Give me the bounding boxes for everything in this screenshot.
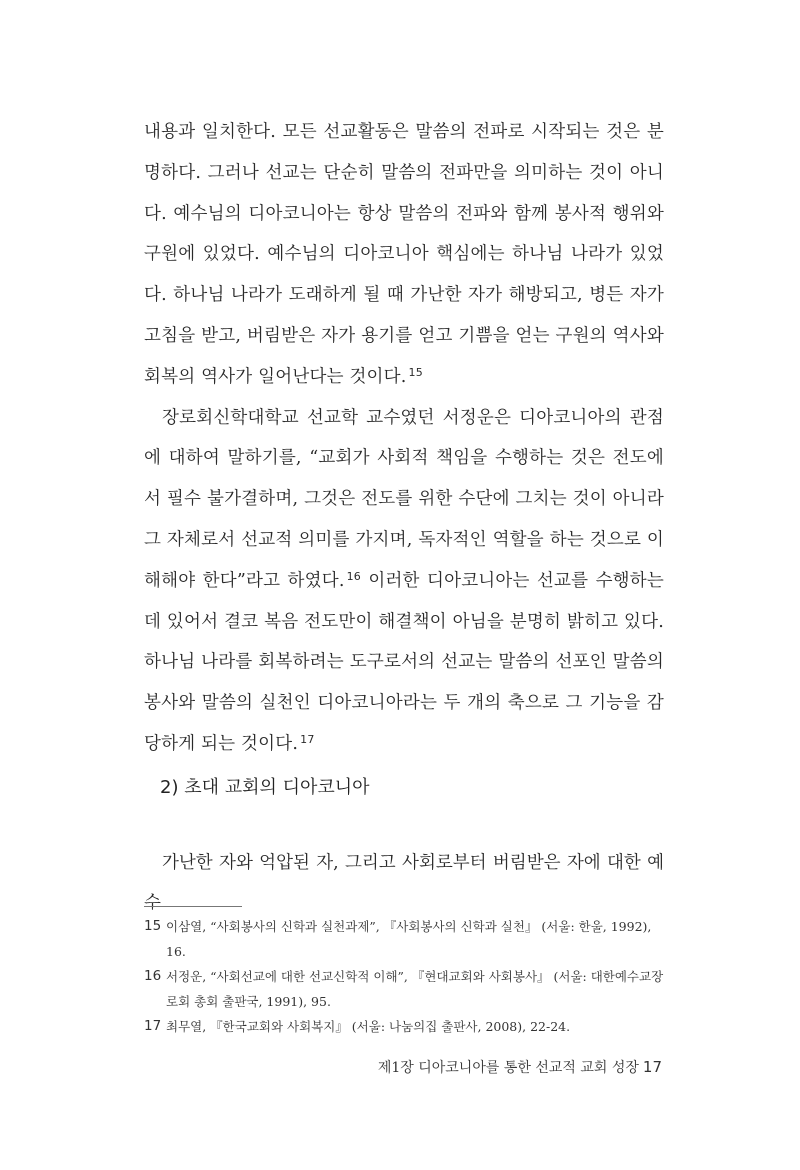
paragraph-2-text-b: 이러한 디아코니아는 선교를 수행하는 데 있어서 결코 복음 전도만이 해결책이 아님을 분명히 밝히고 있다. 하나님 나라를 회복하려는 도구로서의 선교는 말씀의 선포인 말씀의 봉사와 말씀의 실천인 디아코니아라는 두 개의 축으로 그 기능을 감당하게 되는 것이다. bbox=[144, 570, 664, 754]
page-number: 17 bbox=[642, 1058, 662, 1076]
paragraph-2 bbox=[144, 398, 664, 765]
footnote-ref-16[interactable]: 16 bbox=[346, 569, 362, 583]
paragraph-1-text: 내용과 일치한다. 모든 선교활동은 말씀의 전파로 시작되는 것은 분명하다. 그러나 선교는 단순히 말씀의 전파만을 의미하는 것이 아니다. 예수님의 디아코니아는 항상 말씀의 전파와 함께 봉사적 행위와 구원에 있었다. 예수님의 디아코니아 핵심에는 하나님 나라가 있었다. 하나님 나라가 도래하게 될 때 가난한 자가 해방되고, 병든 자가 고침을 받고, 버림받은 자가 용기를 얻고 기쁨을 얻는 구원의 역사와 회복의 역사가 일어난다는 것이다. bbox=[144, 122, 664, 387]
paragraph-1 bbox=[144, 112, 664, 398]
footnote-ref-15[interactable]: 15 bbox=[408, 365, 423, 379]
footnote-divider bbox=[144, 906, 242, 907]
footnote-text: 최무열, 『한국교회와 사회복지』 (서울: 나눔의집 출판사, 2008), 22-24. bbox=[166, 1019, 571, 1034]
footnote-number: 16 bbox=[144, 968, 162, 984]
running-footer bbox=[378, 1057, 662, 1078]
footnote-text: 이삼열, “사회봉사의 신학과 실천과제”, 『사회봉사의 신학과 실천』 (서울: 한울, 1992), 16. bbox=[166, 919, 652, 959]
paragraph-2-text-a: 장로회신학대학교 선교학 교수였던 서정운은 디아코니아의 관점에 대하여 말하기를, “교회가 사회적 책임을 수행하는 것은 전도에서 필수 불가결하며, 그것은 전도를 위한 수단에 그치는 것이 아니라 그 자체로서 선교적 의미를 가지며, 독자적인 역할을 하는 것으로 이해해야 한다”라고 하였다. bbox=[144, 407, 664, 591]
section-first-line: 가난한 자와 억압된 자, 그리고 사회로부터 버림받은 자에 대한 예수 bbox=[144, 853, 664, 913]
footnote-number: 15 bbox=[144, 918, 162, 934]
section-heading: 2) 초대 교회의 디아코니아 bbox=[160, 777, 370, 798]
footnote-15 bbox=[144, 914, 668, 964]
footnote-ref-17[interactable]: 17 bbox=[300, 732, 315, 746]
running-title: 제1장 디아코니아를 통한 선교적 교회 성장 bbox=[377, 1060, 639, 1076]
footnote-17 bbox=[144, 1014, 668, 1039]
footnotes bbox=[144, 914, 668, 1039]
footnote-16 bbox=[144, 964, 668, 1014]
footnote-text: 서정운, “사회선교에 대한 선교신학적 이해”, 『현대교회와 사회봉사』 (서울: 대한예수교장로회 총회 출판국, 1991), 95. bbox=[166, 969, 664, 1009]
footnote-number: 17 bbox=[144, 1018, 162, 1034]
body-text bbox=[144, 112, 664, 765]
